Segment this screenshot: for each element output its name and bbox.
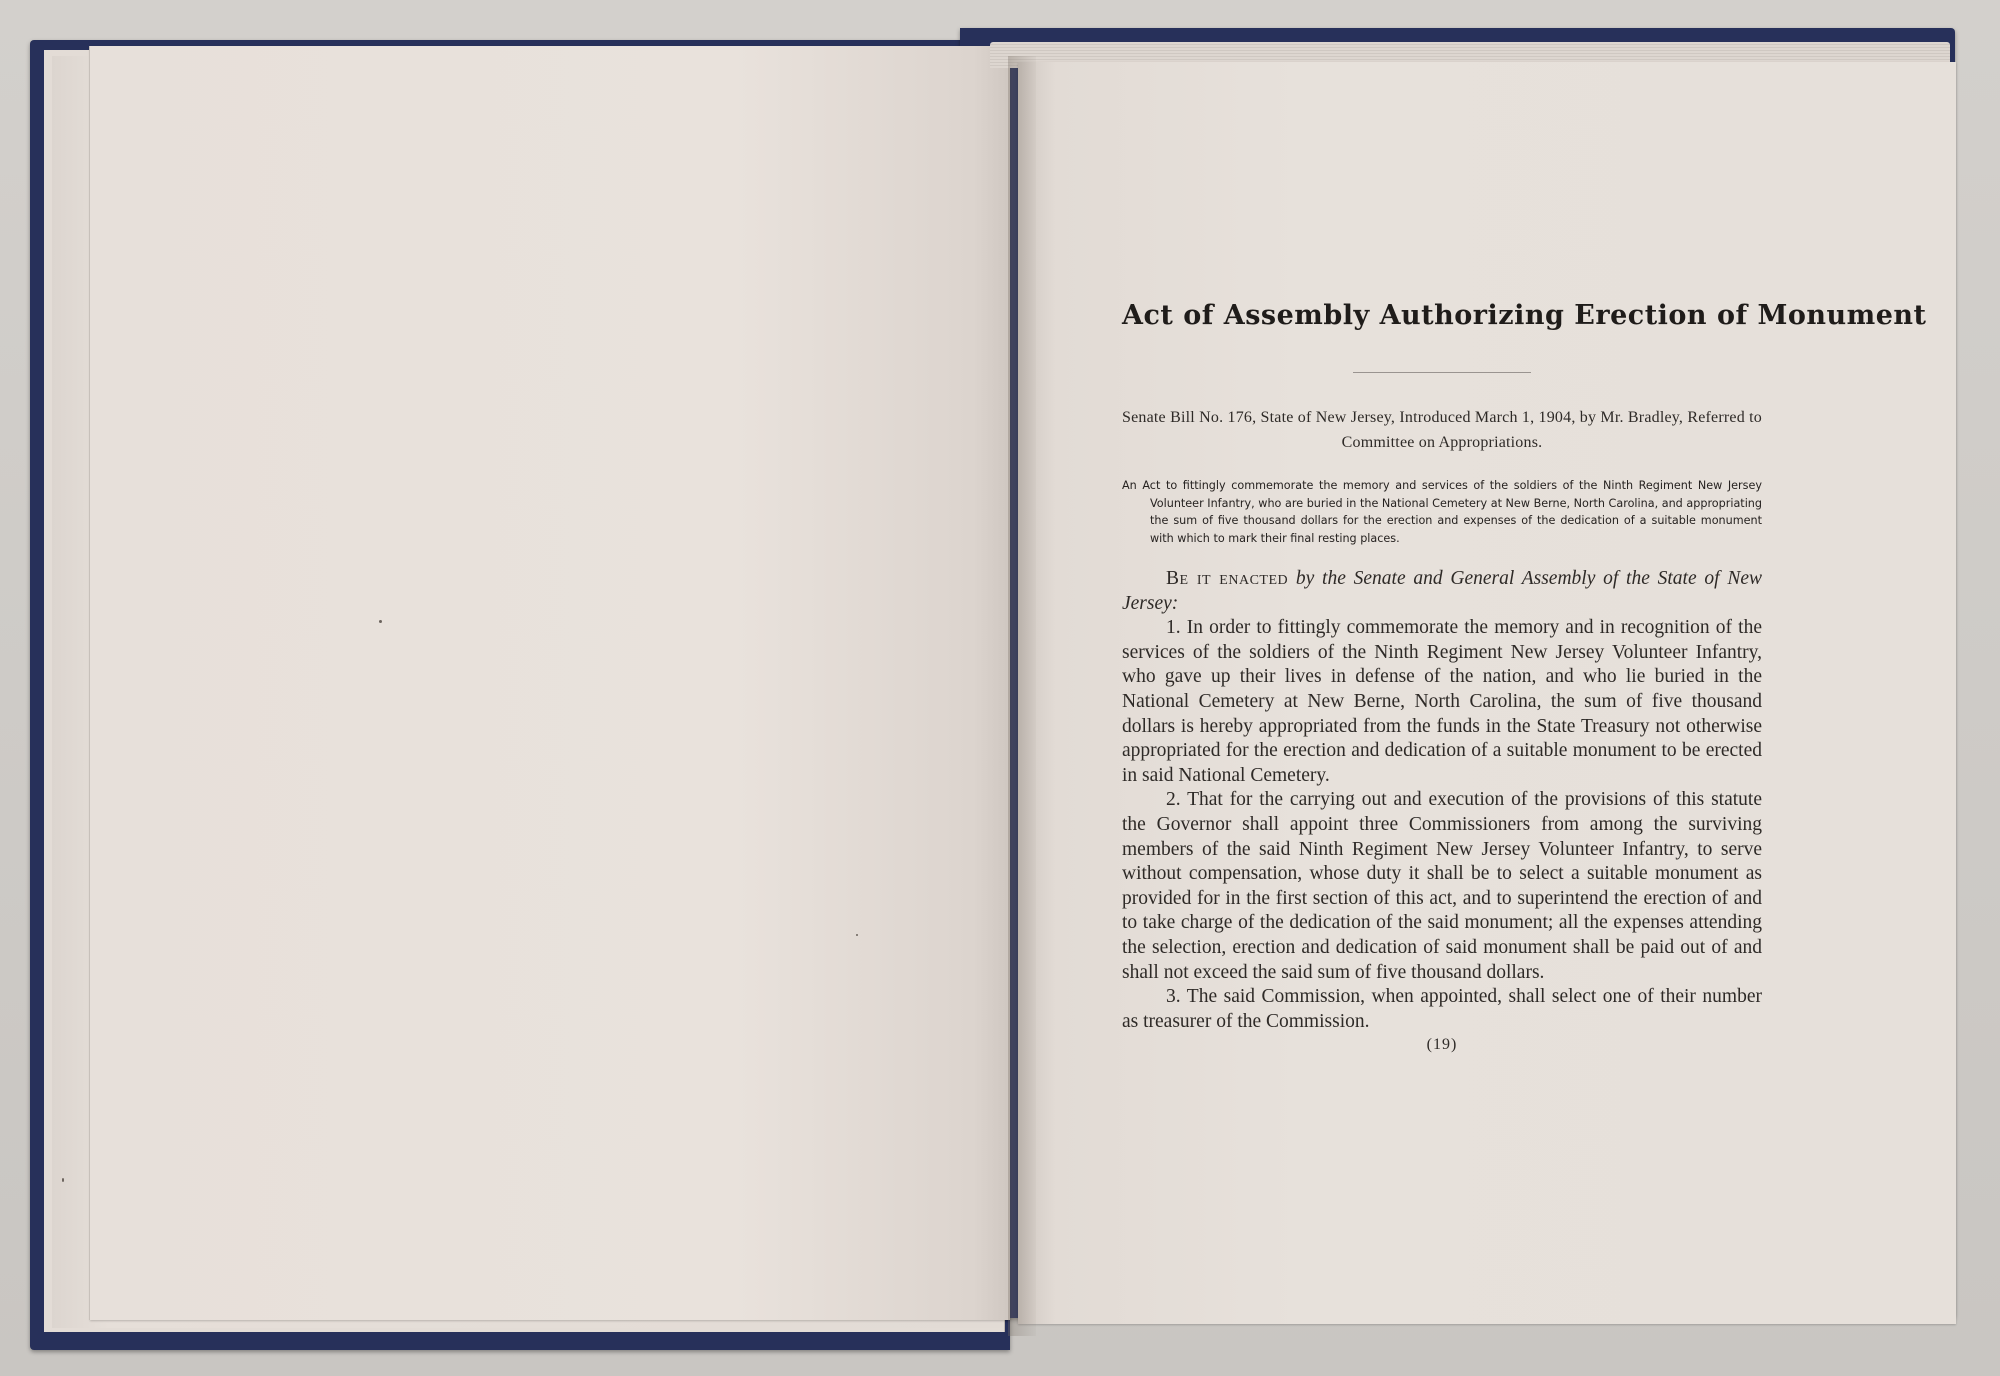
enacting-clause-italic: by the Senate and General Assembly of the State of New Jersey: bbox=[1122, 568, 1762, 614]
act-text-block bbox=[1122, 300, 1927, 1054]
paper-speck bbox=[379, 620, 382, 623]
title-divider bbox=[1353, 372, 1531, 373]
enacting-clause bbox=[1122, 567, 1762, 616]
page-number: (19) bbox=[1426, 1036, 1458, 1054]
bill-info: Senate Bill No. 176, State of New Jersey, Introduced March 1, 1904, by Mr. Bradley, Referred to Committee on Appropriations. bbox=[1122, 409, 1762, 451]
left-page-blank bbox=[90, 46, 1010, 1320]
act-synopsis: An Act to fittingly commemorate the memory and services of the soldiers of the Ninth Regiment New Jersey Volunteer Infantry, who are buried in the National Cemetery at New Berne, North Carolina, and appropriating the sum of five thousand dollars for the erection and expenses of the dedication of a suitable monument with which to mark their final resting places. bbox=[1122, 479, 1762, 545]
section-3: 3. The said Commission, when appointed, shall select one of their number as treasurer of the Commission. bbox=[1122, 986, 1762, 1032]
section-1: 1. In order to fittingly commemorate the memory and in recognition of the services of the soldiers of the Ninth Regiment New Jersey Volunteer Infantry, who gave up their lives in defense of the nation, and who lie buried in the National Cemetery at New Berne, North Carolina, the sum of five thousand dollars is hereby appropriated from the funds in the State Treasury not otherwise appropriated for the erection and dedication of a suitable monument to be erected in said National Cemetery. bbox=[1122, 617, 1762, 786]
paper-speck bbox=[62, 1178, 64, 1182]
paper-speck bbox=[856, 934, 858, 936]
section-2: 2. That for the carrying out and execution of the provisions of this statute the Governor shall appoint three Commissioners from among the surviving members of the said Ninth Regiment New Jersey Volunteer Infantry, to serve without compensation, whose duty it shall be to select a suitable monument as provided for in the first section of this act, and to superintend the erection of and to take charge of the dedication of the said monument; all the expenses attending the selection, erection and dedication of said monument shall be paid out of and shall not exceed the said sum of five thousand dollars. bbox=[1122, 789, 1762, 983]
book-gutter bbox=[1008, 56, 1036, 1336]
act-title: Act of Assembly Authorizing Erection of Monument bbox=[1122, 300, 1927, 331]
enacting-clause-caps: Be it enacted bbox=[1166, 568, 1289, 589]
